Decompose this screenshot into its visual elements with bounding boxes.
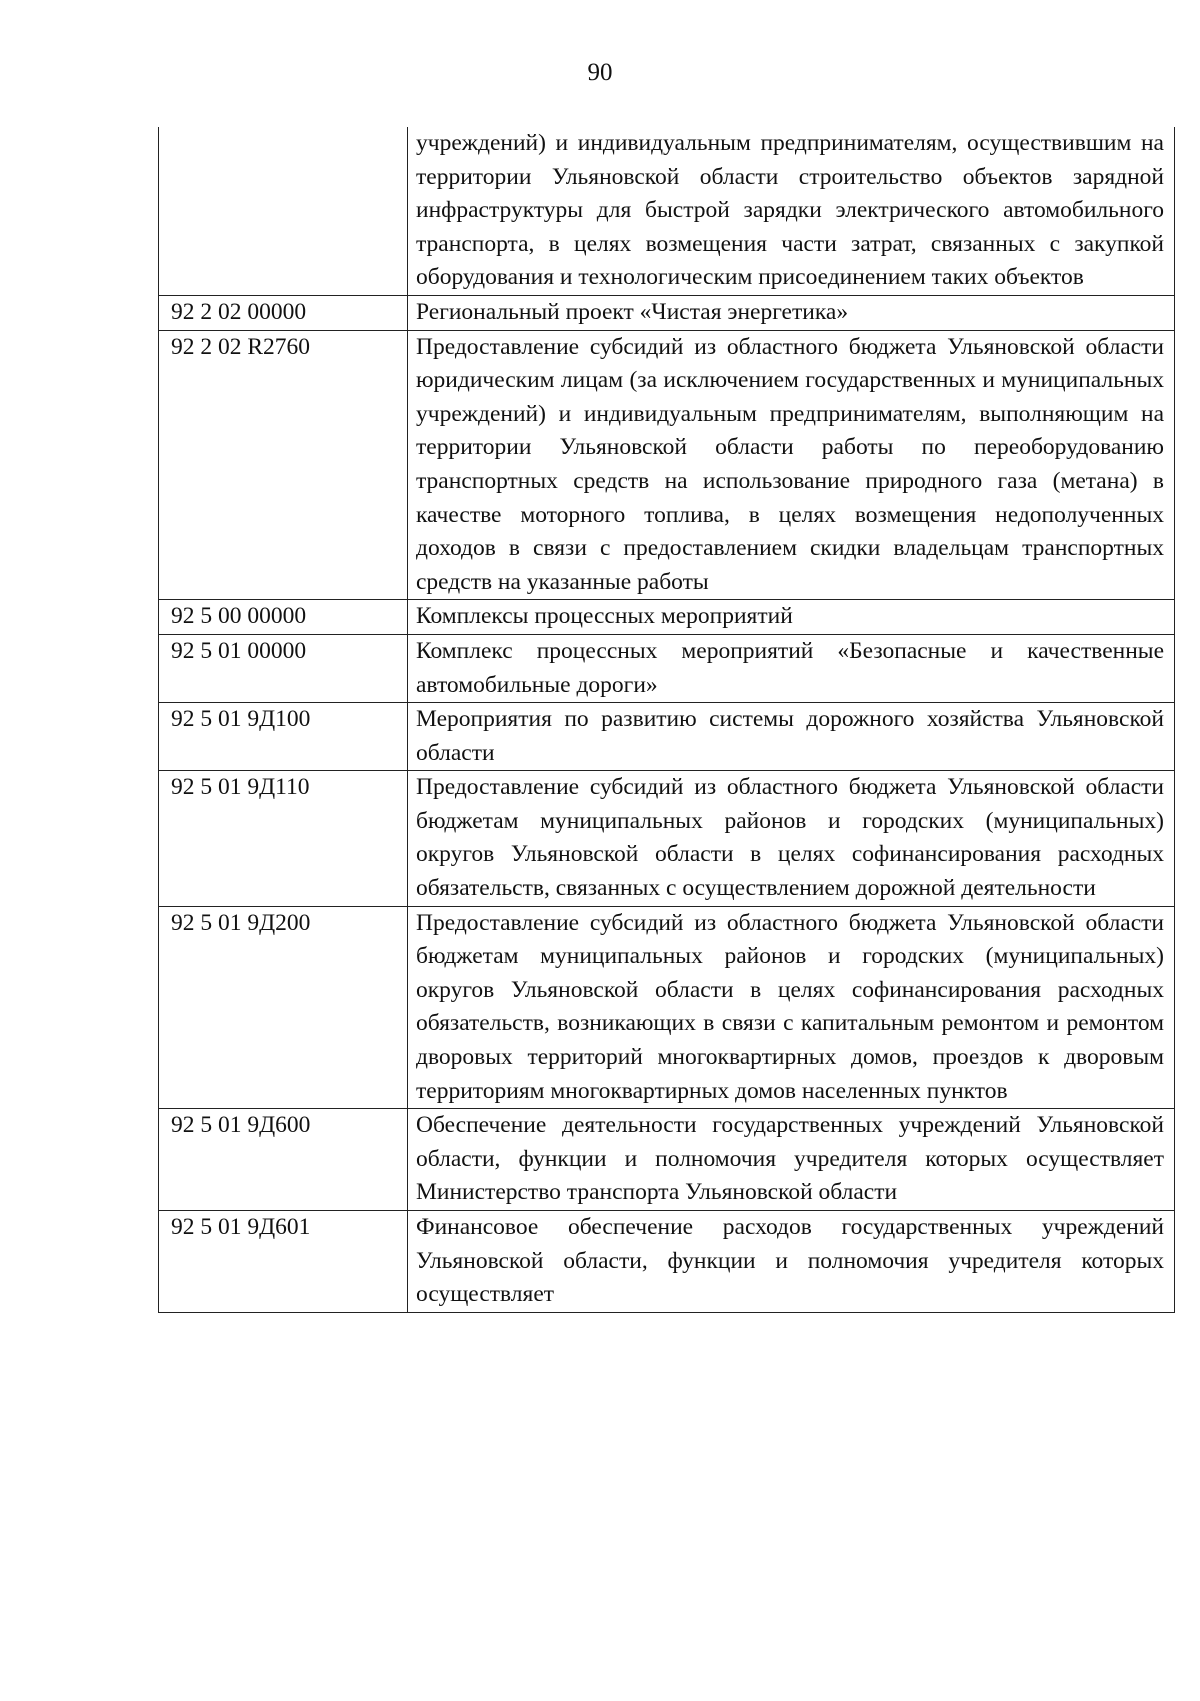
table-row — [159, 295, 1175, 330]
code-cell: 92 5 01 9Д601 — [159, 1211, 408, 1313]
code-cell: 92 5 01 9Д110 — [159, 771, 408, 906]
description-cell: Предоставление субсидий из областного бюджета Ульяновской области юридическим лицам (за исключением государственных и муниципальных учреждений) и индивидуальным предпринимателям, выполняющим на территории Ульяновской области работы по переоборудованию транспортных средств на использование природного газа (метана) в качестве моторного топлива, в целях возмещения недополученных доходов в связи с предоставлением скидки владельцам транспортных средств на указанные работы — [408, 330, 1175, 600]
table-row — [159, 703, 1175, 771]
code-cell: 92 5 01 00000 — [159, 634, 408, 702]
description-cell: Мероприятия по развитию системы дорожного хозяйства Ульяновской области — [408, 703, 1175, 771]
description-cell: Финансовое обеспечение расходов государственных учреждений Ульяновской области, функции и полномочия учредителя которых осуществляет — [408, 1211, 1175, 1313]
page-number: 90 — [587, 59, 613, 86]
code-cell — [159, 127, 408, 295]
code-cell: 92 5 01 9Д200 — [159, 906, 408, 1109]
budget-classification-table — [158, 127, 1175, 1313]
description-cell: Предоставление субсидий из областного бюджета Ульяновской области бюджетам муниципальных районов и городских (муниципальных) округов Ульяновской области в целях софинансирования расходных обязательств, возникающих в связи с капитальным ремонтом и ремонтом дворовых территорий многоквартирных домов, проездов к дворовым территориям многоквартирных домов населенных пунктов — [408, 906, 1175, 1109]
description-cell: Комплексы процессных мероприятий — [408, 600, 1175, 635]
description-cell: Обеспечение деятельности государственных учреждений Ульяновской области, функции и полномочия учредителя которых осуществляет Министерство транспорта Ульяновской области — [408, 1109, 1175, 1211]
table-row — [159, 906, 1175, 1109]
table-row — [159, 634, 1175, 702]
code-cell: 92 5 01 9Д100 — [159, 703, 408, 771]
code-cell: 92 2 02 00000 — [159, 295, 408, 330]
description-cell: Региональный проект «Чистая энергетика» — [408, 295, 1175, 330]
table-row — [159, 771, 1175, 906]
table-row — [159, 330, 1175, 600]
code-cell: 92 5 00 00000 — [159, 600, 408, 635]
description-cell: Предоставление субсидий из областного бюджета Ульяновской области бюджетам муниципальных районов и городских (муниципальных) округов Ульяновской области в целях софинансирования расходных обязательств, связанных с осуществлением дорожной деятельности — [408, 771, 1175, 906]
description-cell: учреждений) и индивидуальным предпринимателям, осуществившим на территории Ульяновской области строительство объектов зарядной инфраструктуры для быстрой зарядки электрического автомобильного транспорта, в целях возмещения части затрат, связанных с закупкой оборудования и технологическим присоединением таких объектов — [408, 127, 1175, 295]
description-cell: Комплекс процессных мероприятий «Безопасные и качественные автомобильные дороги» — [408, 634, 1175, 702]
code-cell: 92 5 01 9Д600 — [159, 1109, 408, 1211]
table-row — [159, 1109, 1175, 1211]
table-row — [159, 600, 1175, 635]
table-row — [159, 127, 1175, 295]
code-cell: 92 2 02 R2760 — [159, 330, 408, 600]
table-row — [159, 1211, 1175, 1313]
